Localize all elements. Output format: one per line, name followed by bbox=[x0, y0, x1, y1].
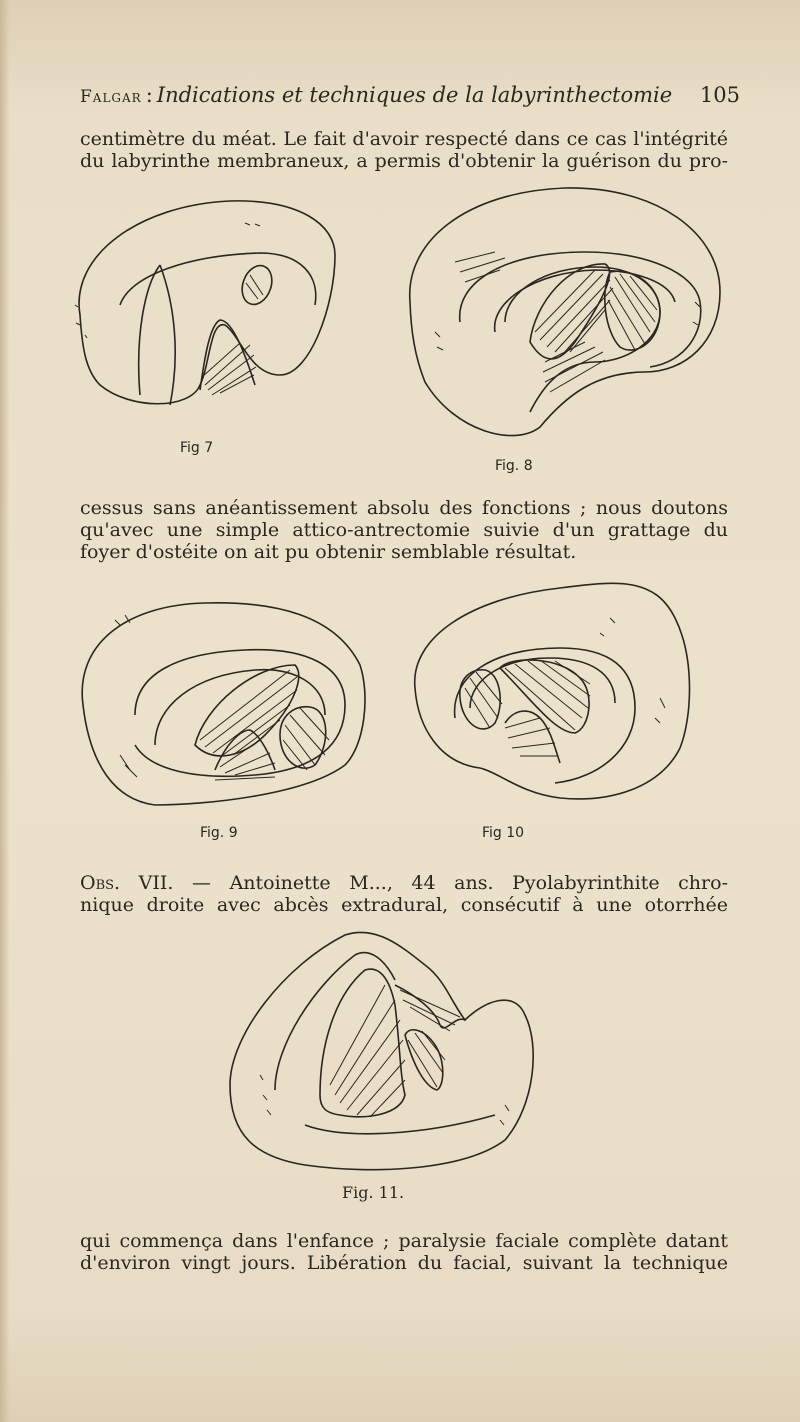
paragraph-4 bbox=[80, 1230, 728, 1274]
paragraph-1 bbox=[80, 128, 728, 172]
figure-10-caption: Fig 10 bbox=[482, 825, 525, 841]
figure-9-caption: Fig. 9 bbox=[200, 825, 238, 841]
figure-7-drawing bbox=[60, 195, 350, 425]
figure-11-drawing bbox=[225, 925, 545, 1180]
paragraph-2 bbox=[80, 497, 728, 563]
text-line: foyer d'ostéite on ait pu obtenir semblable résultat. bbox=[80, 541, 577, 563]
running-head-author: Falgar bbox=[80, 87, 142, 107]
observation-label: Obs. VII. bbox=[80, 872, 174, 894]
figure-8-caption: Fig. 8 bbox=[495, 458, 533, 474]
text-line bbox=[80, 872, 728, 894]
text-line: cessus sans anéantissement absolu des fonctions ; nous doutons bbox=[80, 497, 728, 519]
text-line: centimètre du méat. Le fait d'avoir respecté dans ce cas l'intégrité bbox=[80, 128, 728, 150]
text-line: qui commença dans l'enfance ; paralysie faciale complète datant bbox=[80, 1230, 728, 1252]
running-head bbox=[80, 80, 740, 110]
text-line: nique droite avec abcès extradural, consécutif à une otorrhée bbox=[80, 894, 728, 916]
running-head-separator: : bbox=[145, 83, 153, 107]
observation-text: — Antoinette M..., 44 ans. Pyolabyrinthite chro- bbox=[192, 872, 728, 894]
figure-8-drawing bbox=[395, 182, 725, 447]
text-line: du labyrinthe membraneux, a permis d'obtenir la guérison du pro- bbox=[80, 150, 728, 172]
figure-10-drawing bbox=[410, 578, 700, 808]
figure-9-drawing bbox=[75, 595, 375, 815]
text-line: qu'avec une simple attico-antrectomie suivie d'un grattage du bbox=[80, 519, 728, 541]
page-number: 105 bbox=[699, 83, 740, 107]
running-head-title: Indications et techniques de la labyrinthectomie bbox=[156, 83, 673, 107]
figure-7-caption: Fig 7 bbox=[180, 440, 214, 456]
figure-11-caption: Fig. 11. bbox=[342, 1183, 405, 1202]
text-line: d'environ vingt jours. Libération du facial, suivant la technique bbox=[80, 1252, 728, 1274]
paragraph-3 bbox=[80, 872, 728, 916]
